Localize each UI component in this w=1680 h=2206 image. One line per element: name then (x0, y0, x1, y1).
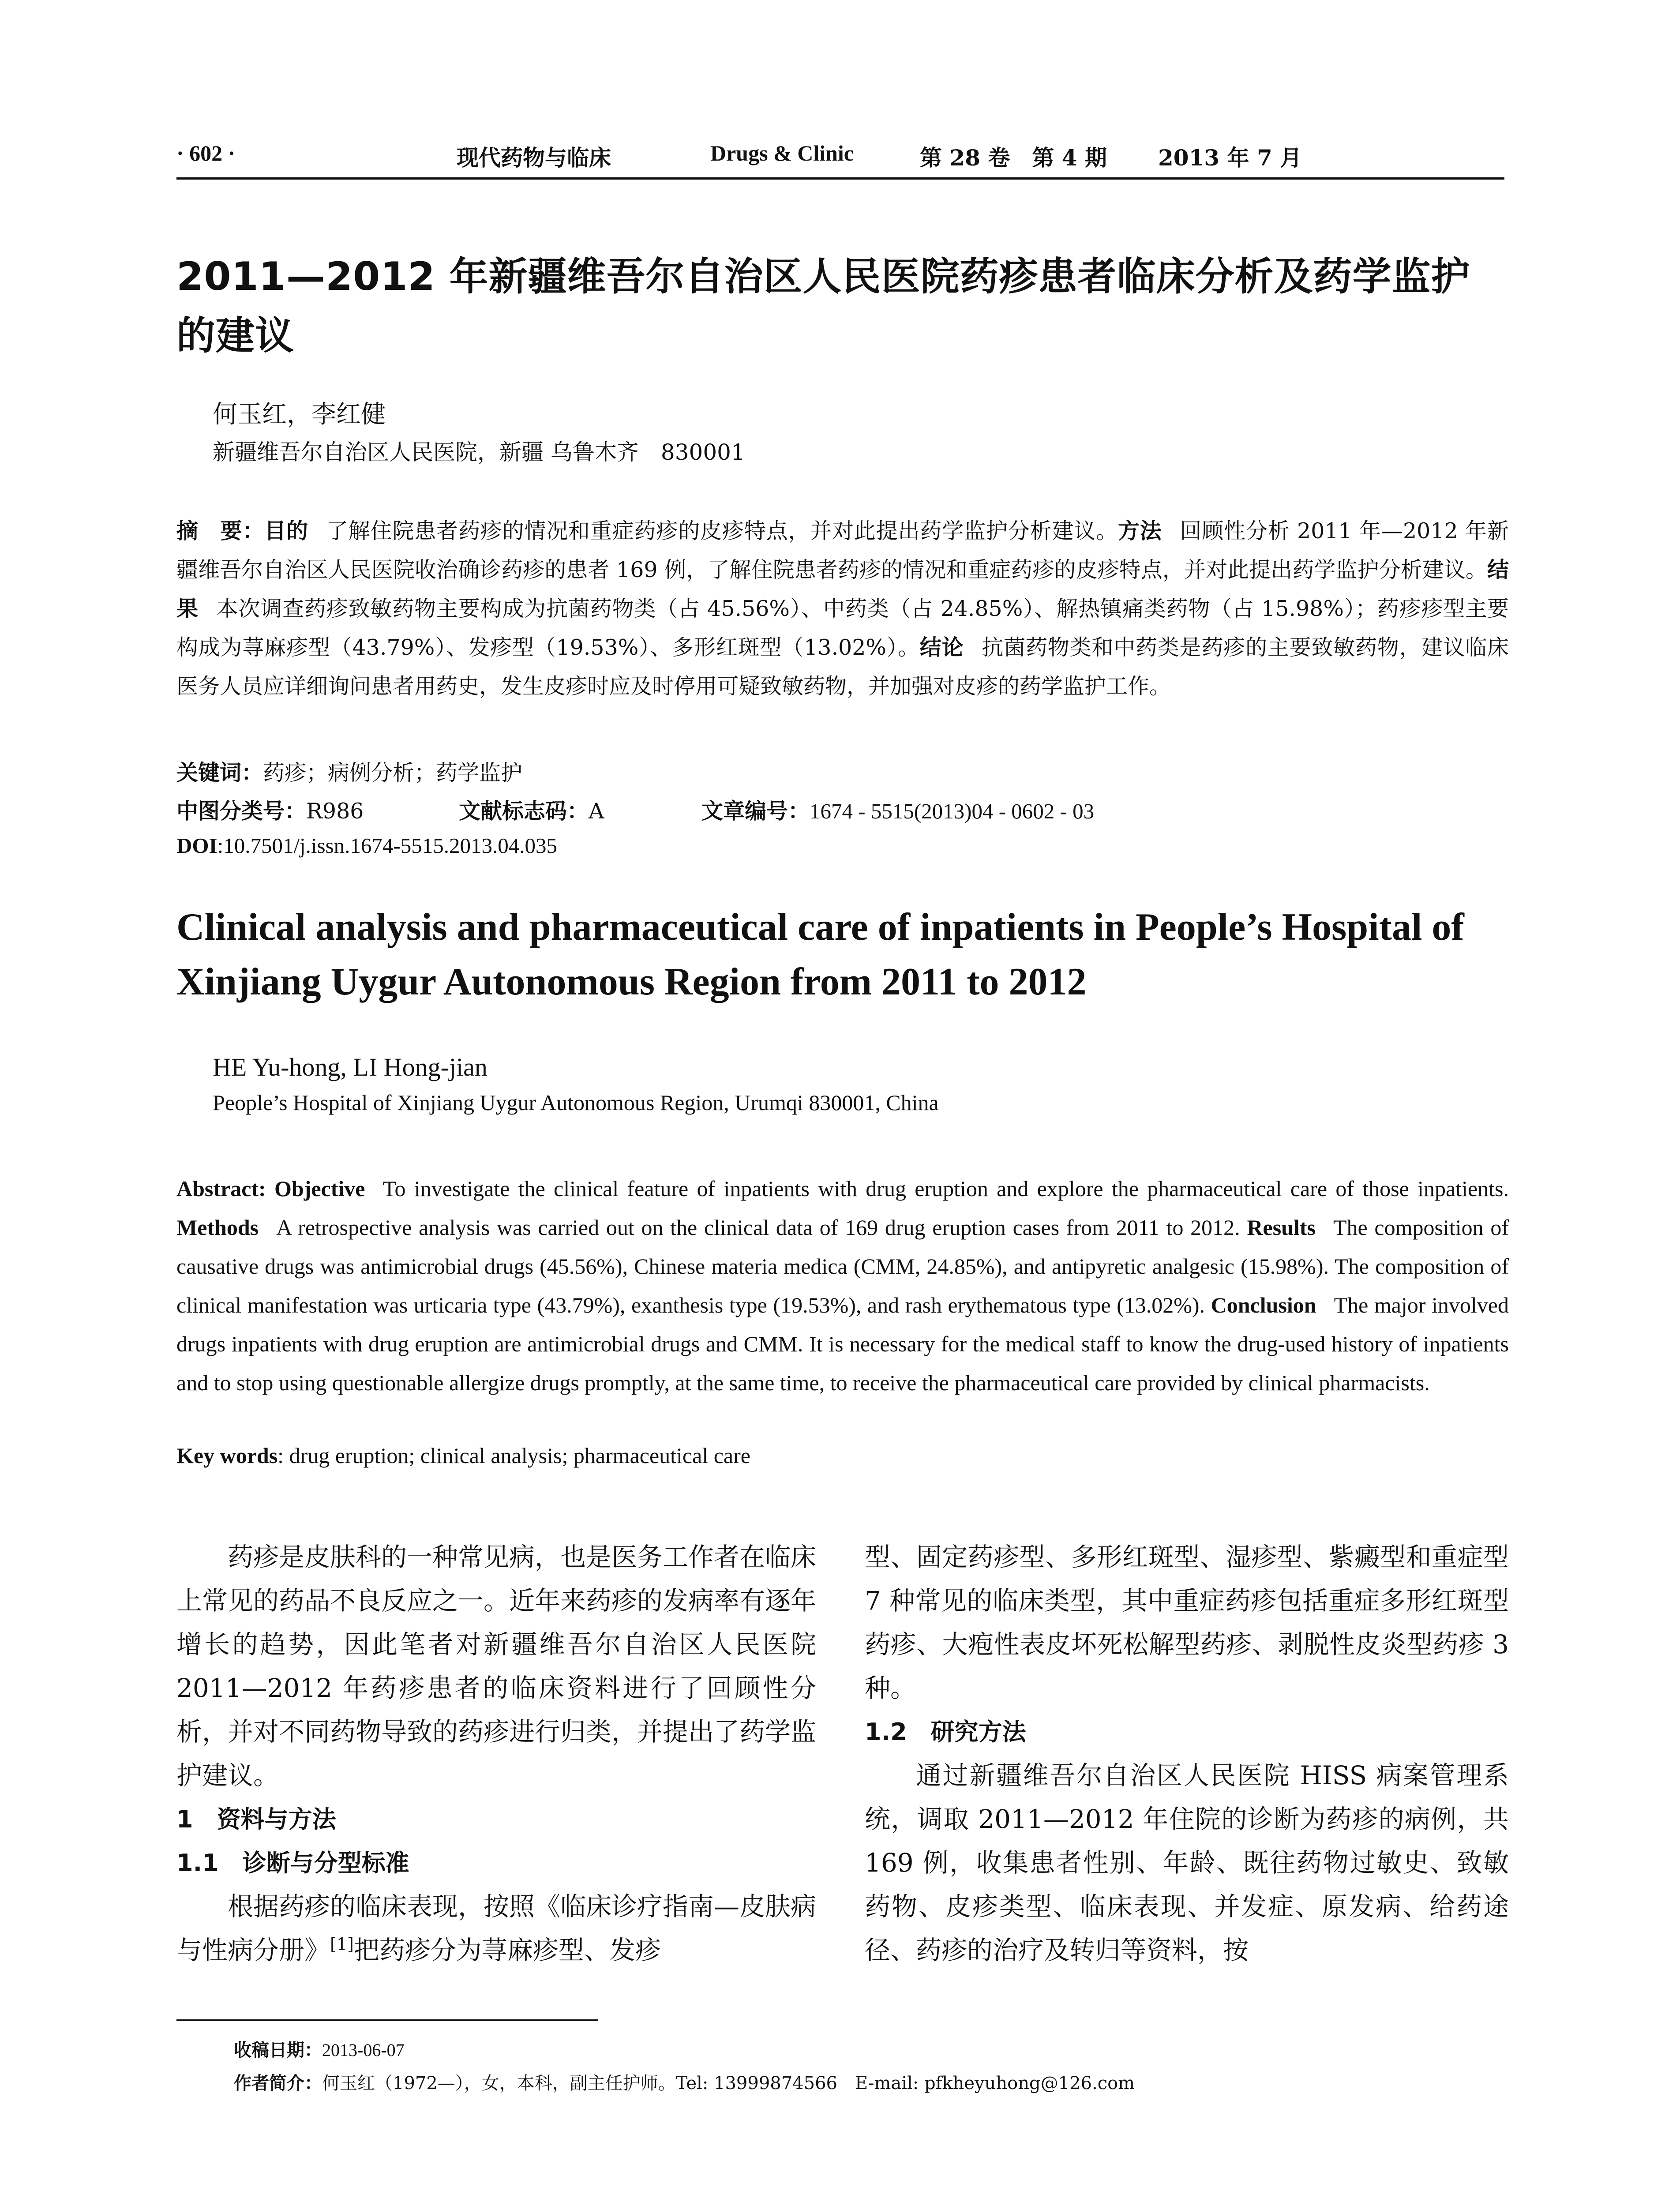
abstract-label-cn: 摘 要： (176, 518, 265, 544)
doi-label: DOI (176, 833, 218, 858)
paragraph-1-1-text-a: 根据药疹的临床表现，按照《临床诊疗指南—皮肤病与性病分册》 (176, 1891, 817, 1965)
volume-issue: 第 28 卷 第 4 期 (920, 145, 1107, 171)
body-column-right (865, 1535, 1509, 1972)
intro-paragraph: 药疹是皮肤科的一种常见病，也是医务工作者在临床上常见的药品不良反应之一。近年来药疹的发病率有逐年增长的趋势，因此笔者对新疆维吾尔自治区人民医院 2011—2012 年药疹患者的临床资料进行了回顾性分析，并对不同药物导致的药疹进行归类，并提出了药学监护建议。 (176, 1542, 817, 1790)
keywords-text-cn: 药疹；病例分析；药学监护 (263, 760, 523, 785)
abstract-en (176, 1169, 1509, 1402)
journal-name-en: Drugs & Clinic (710, 141, 854, 165)
results-text-en: The composition of causative drugs was antimicrobial drugs (45.56%), Chinese materia medica (CMM, 24.85%), and antipyretic analgesic (15.98%). The composition of clinical manifestation was urticaria type (43.79%), exanthesis type (19.53%), and rash erythematous type (13.02%). (176, 1215, 1509, 1317)
methods-label-cn: 方法 (1118, 518, 1162, 544)
header-rule (176, 177, 1504, 180)
conclusion-text-en: The major involved drugs inpatients with drug eruption are antimicrobial drugs and CMM. It is necessary for the medical staff to know the drug-used history of inpatients and to stop using questionable allergize drugs promptly, at the same time, to receive the pharmaceutical care provided by clinical pharmacists. (176, 1293, 1509, 1395)
methods-label-en: Methods (176, 1215, 259, 1240)
classification-row (176, 794, 364, 825)
author-bio (234, 2069, 1135, 2094)
citation-ref[interactable]: [1] (330, 1934, 354, 1954)
section-heading-1-2: 1.2 研究方法 (865, 1718, 1026, 1746)
keywords-en (176, 1443, 750, 1468)
conclusion-label-cn: 结论 (919, 635, 964, 660)
results-label-en: Results (1247, 1215, 1316, 1240)
article-title-en: Clinical analysis and pharmaceutical care of inpatients in People’s Hospital of Xinjiang Uygur Autonomous Region from 2011 to 2012 (176, 906, 1464, 1003)
abstract-label-en: Abstract: (176, 1176, 266, 1201)
issue-date: 2013 年 7 月 (1158, 145, 1302, 171)
section-heading-1: 1 资料与方法 (176, 1805, 336, 1833)
methods-text-cn: 回顾性分析 2011 年—2012 年新疆维吾尔自治区人民医院收治确诊药疹的患者 169 例，了解住院患者药疹的情况和重症药疹的皮疹特点，并对此提出药学监护分析建议。 (176, 518, 1509, 582)
doi-value: :10.7501/j.issn.1674-5515.2013.04.035 (217, 833, 557, 858)
methods-text-en: A retrospective analysis was carried out on the clinical data of 169 drug eruption cases from 2011 to 2012. (276, 1215, 1240, 1240)
page-number: · 602 · (176, 141, 236, 165)
footnote-rule (176, 2019, 598, 2021)
section-heading-1-1: 1.1 诊断与分型标准 (176, 1849, 409, 1877)
doi (176, 833, 557, 858)
affiliation-cn: 新疆维吾尔自治区人民医院，新疆 乌鲁木齐 830001 (213, 439, 745, 465)
results-text-cn: 本次调查药疹致敏药物主要构成为抗菌药物类（占 45.56%）、中药类（占 24.85%）、解热镇痛类药物（占 15.98%）；药疹疹型主要构成为荨麻疹型（43.79%）、发疹型（19.53%）、多形红斑型（13.02%）。 (176, 596, 1509, 660)
results-label-cn: 结果 (176, 557, 1509, 621)
paragraph-1-2: 通过新疆维吾尔自治区人民医院 HISS 病案管理系统，调取 2011—2012 年住院的诊断为药疹的病例，共 169 例，收集患者性别、年龄、既往药物过敏史、致敏药物、皮疹类型、临床表现、并发症、原发病、给药途径、药疹的治疗及转归等资料，按 (865, 1760, 1509, 1965)
abstract-cn (176, 512, 1509, 706)
body-column-left (176, 1535, 816, 1972)
article-id-label: 文章编号： (701, 799, 810, 824)
paragraph-1-1 (176, 1885, 816, 1972)
clc-value: R986 (306, 799, 364, 824)
keywords-label-en: Key words (176, 1443, 278, 1468)
keywords-cn (176, 756, 522, 787)
article-id-value: 1674 - 5515(2013)04 - 0602 - 03 (810, 799, 1095, 823)
doc-code-value: A (589, 799, 604, 824)
keywords-text-en: : drug eruption; clinical analysis; pharmaceutical care (278, 1443, 750, 1468)
authors-cn: 何玉红，李红健 (213, 400, 386, 429)
conclusion-text-cn: 抗菌药物类和中药类是药疹的主要致敏药物，建议临床医务人员应详细询问患者用药史，发生皮疹时应及时停用可疑致敏药物，并加强对皮疹的药学监护工作。 (176, 635, 1509, 699)
paragraph-1-1-continued: 型、固定药疹型、多形红斑型、湿疹型、紫癜型和重症型 7 种常见的临床类型，其中重症药疹包括重症多形红斑型药疹、大疱性表皮坏死松解型药疹、剥脱性皮炎型药疹 3 种。 (865, 1542, 1509, 1703)
article-title-cn: 2011—2012 年新疆维吾尔自治区人民医院药疹患者临床分析及药学监护的建议 (176, 254, 1470, 358)
doc-code (459, 794, 604, 825)
objective-text-cn: 了解住院患者药疹的情况和重症药疹的皮疹特点，并对此提出药学监护分析建议。 (326, 518, 1118, 544)
journal-name-cn: 现代药物与临床 (457, 145, 611, 171)
received-date (234, 2036, 405, 2061)
doc-code-label: 文献标志码： (459, 799, 589, 824)
objective-text-en: To investigate the clinical feature of inpatients with drug eruption and explore the pharmaceutical care of those inpatients. (382, 1176, 1509, 1201)
article-id (701, 794, 1094, 825)
affiliation-en: People’s Hospital of Xinjiang Uygur Autonomous Region, Urumqi 830001, China (213, 1090, 939, 1115)
received-value: 2013-06-07 (322, 2040, 405, 2060)
authors-en: HE Yu-hong, LI Hong-jian (213, 1053, 488, 1081)
objective-label-en: Objective (274, 1176, 365, 1201)
received-label: 收稿日期： (234, 2040, 322, 2060)
clc-label: 中图分类号： (176, 799, 307, 824)
keywords-label-cn: 关键词： (176, 760, 263, 785)
conclusion-label-en: Conclusion (1211, 1293, 1316, 1317)
author-bio-label: 作者简介： (234, 2073, 322, 2093)
objective-label-cn: 目的 (264, 518, 309, 544)
paragraph-1-1-text-b: 把药疹分为荨麻疹型、发疹 (353, 1935, 661, 1965)
author-bio-text: 何玉红（1972—），女，本科，副主任护师。Tel: 13999874566 E-mail: pfkheyuhong@126.com (322, 2073, 1135, 2093)
